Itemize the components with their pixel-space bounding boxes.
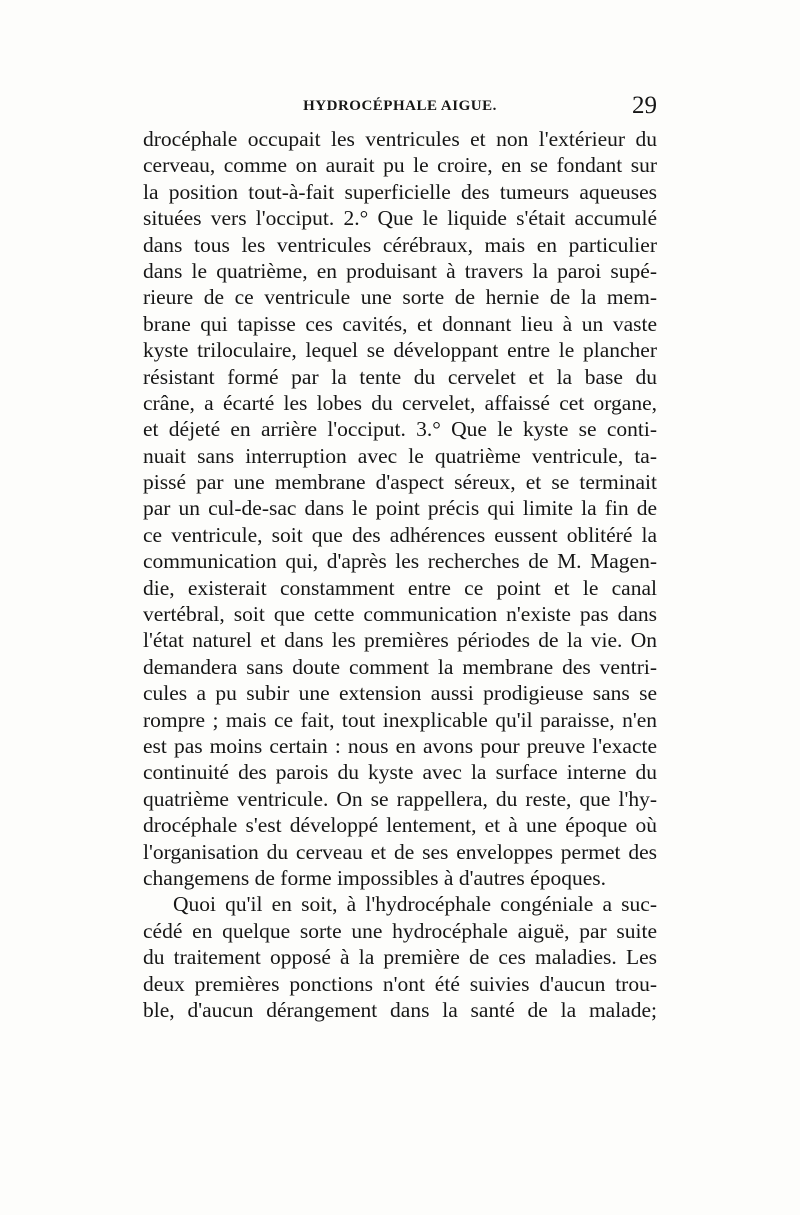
text-line: brane qui tapisse ces cavités, et donnant lieu à un vaste	[143, 311, 657, 336]
text-line: par un cul-de-sac dans le point précis qui limite la fin de	[143, 496, 657, 521]
text-line: nuait sans interruption avec le quatrième ventricule, ta-	[143, 443, 657, 468]
text-line: crâne, a écarté les lobes du cervelet, affaissé cet organe,	[143, 390, 657, 415]
text-line: rieure de ce ventricule une sorte de hernie de la mem-	[143, 285, 657, 310]
text-line: cerveau, comme on aurait pu le croire, en se fondant sur	[143, 153, 657, 178]
text-line: l'organisation du cerveau et de ses enveloppes permet des	[143, 839, 657, 864]
text-line: ce ventricule, soit que des adhérences eussent oblitéré la	[143, 522, 657, 547]
text-line: changemens de forme impossibles à d'autres époques.	[143, 865, 607, 890]
text-line: die, existerait constamment entre ce point et le canal	[143, 575, 657, 600]
text-line: du traitement opposé à la première de ces maladies. Les	[143, 945, 657, 970]
text-line: pissé par une membrane d'aspect séreux, et se terminait	[143, 470, 657, 495]
page-number: 29	[632, 92, 657, 119]
text-line: communication qui, d'après les recherches de M. Magen-	[143, 549, 657, 574]
text-line: deux premières ponctions n'ont été suivies d'aucun trou-	[143, 971, 657, 996]
text-line: rompre ; mais ce fait, tout inexplicable qu'il paraisse, n'en	[143, 707, 657, 732]
running-head	[143, 92, 657, 126]
text-line: continuité des parois du kyste avec la surface interne du	[143, 760, 657, 785]
text-line: situées vers l'occiput. 2.° Que le liquide s'était accumulé	[143, 206, 657, 231]
text-line: l'état naturel et dans les premières périodes de la vie. On	[143, 628, 657, 653]
text-line: cules a pu subir une extension aussi prodigieuse sans se	[143, 681, 657, 706]
text-line: résistant formé par la tente du cervelet et la base du	[143, 364, 657, 389]
text-line: drocéphale s'est développé lentement, et à une époque où	[143, 813, 657, 838]
text-line: dans le quatrième, en produisant à travers la paroi supé-	[143, 258, 657, 283]
text-line: kyste triloculaire, lequel se développant entre le plancher	[143, 338, 657, 363]
text-line: la position tout-à-fait superficielle des tumeurs aqueuses	[143, 179, 657, 204]
text-line: et déjeté en arrière l'occiput. 3.° Que le kyste se conti-	[143, 417, 657, 442]
text-line: demandera sans doute comment la membrane des ventri-	[143, 654, 657, 679]
paragraph-first-line: Quoi qu'il en soit, à l'hydrocéphale congéniale a suc-	[173, 892, 657, 917]
text-line: vertébral, soit que cette communication n'existe pas dans	[143, 602, 657, 627]
text-line: ble, d'aucun dérangement dans la santé de la malade;	[143, 997, 657, 1022]
text-line: quatrième ventricule. On se rappellera, du reste, que l'hy-	[143, 786, 657, 811]
body-text	[143, 126, 657, 1023]
text-line: drocéphale occupait les ventricules et non l'extérieur du	[143, 127, 657, 151]
text-line: dans tous les ventricules cérébraux, mais en particulier	[143, 232, 657, 257]
text-line: cédé en quelque sorte une hydrocéphale aiguë, par suite	[143, 918, 657, 943]
running-title: HYDROCÉPHALE AIGUE.	[303, 98, 497, 114]
text-line: est pas moins certain : nous en avons pour preuve l'exacte	[143, 733, 657, 758]
